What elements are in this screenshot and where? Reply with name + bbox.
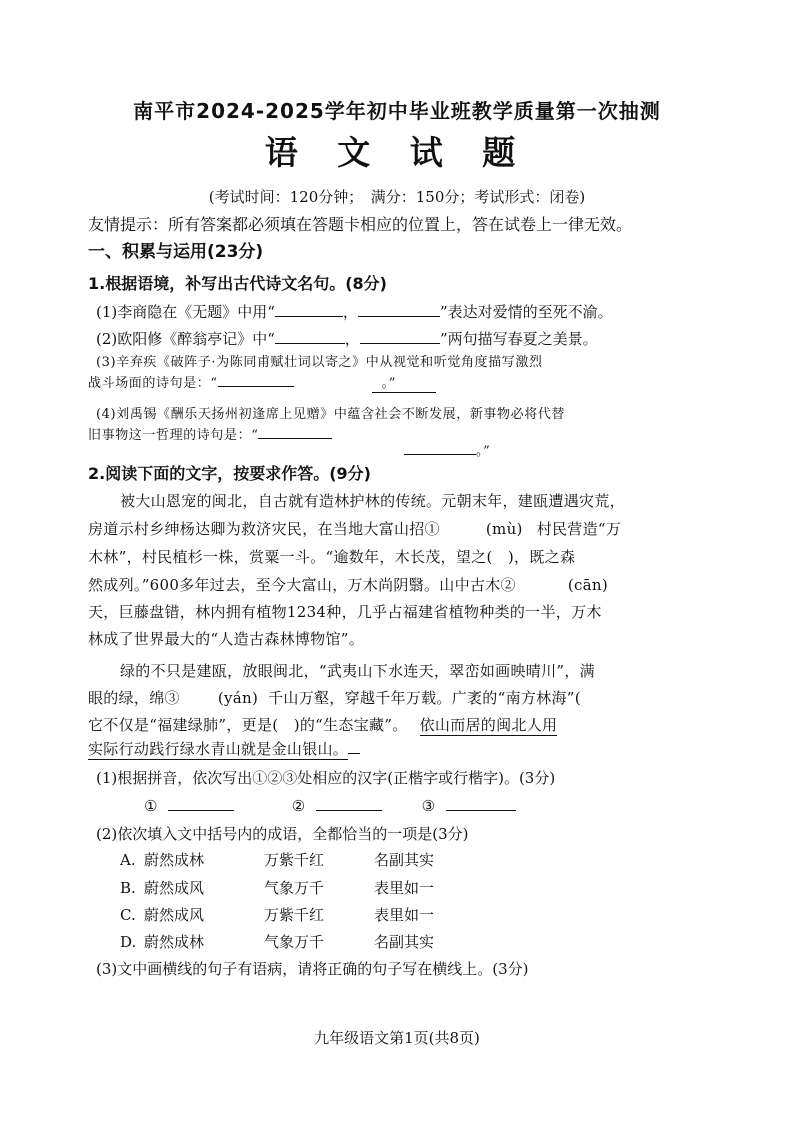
q1-item-3-text-b: 。” [381,376,397,391]
section-title: 一、积累与运用(23分) [88,242,264,262]
q1-item-2-text-b: ”两句描写春夏之美景。 [439,330,598,348]
answer-blank[interactable] [358,302,440,317]
friendly-hint: 友情提示：所有答案都必须填在答题卡相应的位置上，答在试卷上一律无效。 [88,215,633,234]
passage-text: 眼的绿，绵③ [88,689,180,707]
passage-p1-line-3: 木林”，村民植杉一株，赏粟一斗。“逾数年，木长茂，望之( )，既之森 [88,548,576,566]
q1-item-4-line-3 [404,443,490,460]
option-label: D. [120,933,137,951]
answer-blank[interactable] [218,375,294,387]
passage-text: 千山万壑，穿越千年万载。广袤的“南方林海”( [268,689,581,707]
option-c[interactable] [120,907,434,924]
pinyin-2: (cān) [567,576,609,594]
answer-blank[interactable] [446,796,516,811]
answer-blank[interactable] [316,796,382,811]
q1-item-2 [96,329,598,348]
passage-p2-line-3 [88,717,557,734]
option-a[interactable] [120,852,434,869]
option-label: B. [120,879,136,897]
option-idiom: 蔚然成风 [144,906,205,924]
passage-p2-line-2 [88,690,581,707]
option-idiom: 表里如一 [374,879,435,897]
option-idiom: 蔚然成林 [144,933,205,951]
q1-item-1-text-b: ”表达对爱情的至死不渝。 [439,303,613,321]
option-idiom: 气象万千 [264,879,325,897]
exam-title: 南平市2024-2025学年初中毕业班教学质量第一次抽测 [133,99,661,123]
circle-mark-3: ③ [421,797,436,815]
option-idiom: 蔚然成林 [144,851,205,869]
circle-mark-1: ① [144,797,158,815]
circle-mark-2: ② [291,797,306,815]
pinyin-3: (yán) [217,689,259,707]
q2-sub-1-title: (1)根据拼音，依次写出①②③处相应的汉字(正楷字或行楷字)。(3分) [96,769,556,787]
passage-text: 然成列。”600多年过去，至今大富山，万木尚阴翳。山中古木② [88,576,516,594]
answer-blank[interactable] [372,392,436,393]
underlined-sentence-part-2: 实际行动践行绿水青山就是金山银山。 [88,740,349,758]
pinyin-1: (mù) [485,520,523,538]
passage-p1-line-5: 天，巨藤盘错，林内拥有植物1234种，几乎占福建省植物种类的一半，万木 [88,603,602,621]
q1-item-4-line-2 [88,427,332,444]
option-label: C. [120,906,136,924]
q1-item-3-line-1: (3)辛弃疾《破阵子·为陈同甫赋壮词以寄之》中从视觉和听觉角度描写激烈 [96,355,543,370]
answer-blank[interactable] [258,427,332,439]
q1-item-4-text-a: 旧事物这一哲理的诗句是：“ [88,428,259,443]
answer-blank[interactable] [360,329,440,344]
exam-info: (考试时间：120分钟； 满分：150分；考试形式：闭卷) [208,188,586,206]
option-idiom: 蔚然成风 [144,879,205,897]
option-idiom: 万紫千红 [264,851,325,869]
option-d[interactable] [120,934,434,951]
option-b[interactable] [120,880,434,897]
option-idiom: 表里如一 [374,906,435,924]
q2-sub-2-title: (2)依次填入文中括号内的成语，全都恰当的一项是(3分) [96,825,469,843]
passage-p2-line-1: 绿的不只是建瓯，放眼闽北，“武夷山下水连天，翠峦如画映晴川”，满 [120,662,595,680]
q1-item-3-text-a: 战斗场面的诗句是：“ [88,376,218,391]
passage-p1-line-6: 林成了世界最大的“人造古森林博物馆”。 [88,630,365,648]
answer-blank[interactable] [404,443,476,455]
q1-item-3-line-2 [88,375,396,392]
q1-item-2-sep: ， [344,330,360,348]
page-footer: 九年级语文第1页(共8页) [314,1029,480,1047]
option-idiom: 万紫千红 [264,906,325,924]
q1-item-1 [96,302,613,321]
passage-text: 房道示村乡绅杨达卿为救济灾民，在当地大富山招① [88,520,440,538]
q2-sub-3-title: (3)文中画横线的句子有语病，请将正确的句子写在横线上。(3分) [96,960,529,978]
passage-text: 村民营造“万 [536,520,622,538]
passage-text: 它不仅是“福建绿肺”，更是( )的“生态宝藏”。 [88,716,408,734]
q1-item-4-text-b: 。” [476,444,491,459]
answer-blank[interactable] [168,796,234,811]
answer-blank[interactable] [275,329,345,344]
q1-item-4-line-1: (4)刘禹锡《酬乐天扬州初逢席上见赠》中蕴含社会不断发展，新事物必将代替 [96,407,566,422]
passage-p1-line-4 [88,577,608,594]
underlined-sentence-part-1: 依山而居的闽北人用 [419,716,558,734]
question-2-title: 2.阅读下面的文字，按要求作答。(9分) [88,464,371,483]
passage-p2-line-4 [88,741,360,758]
passage-p1-line-1: 被大山恩宠的闽北，自古就有造林护林的传统。元朝末年，建瓯遭遇灾荒， [120,492,625,510]
option-label: A. [120,851,136,869]
question-1-title: 1.根据语境，补写出古代诗文名句。(8分) [88,274,387,293]
passage-p1-line-2 [88,521,621,538]
q1-item-1-text-a: (1)李商隐在《无题》中用“ [96,303,275,321]
option-idiom: 气象万千 [264,933,325,951]
q1-item-2-text-a: (2)欧阳修《醉翁亭记》中“ [96,330,275,348]
option-idiom: 名副其实 [374,851,435,869]
q2-sub-1-blanks [144,796,516,815]
subject-title: 语 文 试 题 [264,133,530,172]
option-idiom: 名副其实 [374,933,435,951]
q1-item-1-sep: ， [342,303,358,321]
answer-blank[interactable] [275,302,343,317]
